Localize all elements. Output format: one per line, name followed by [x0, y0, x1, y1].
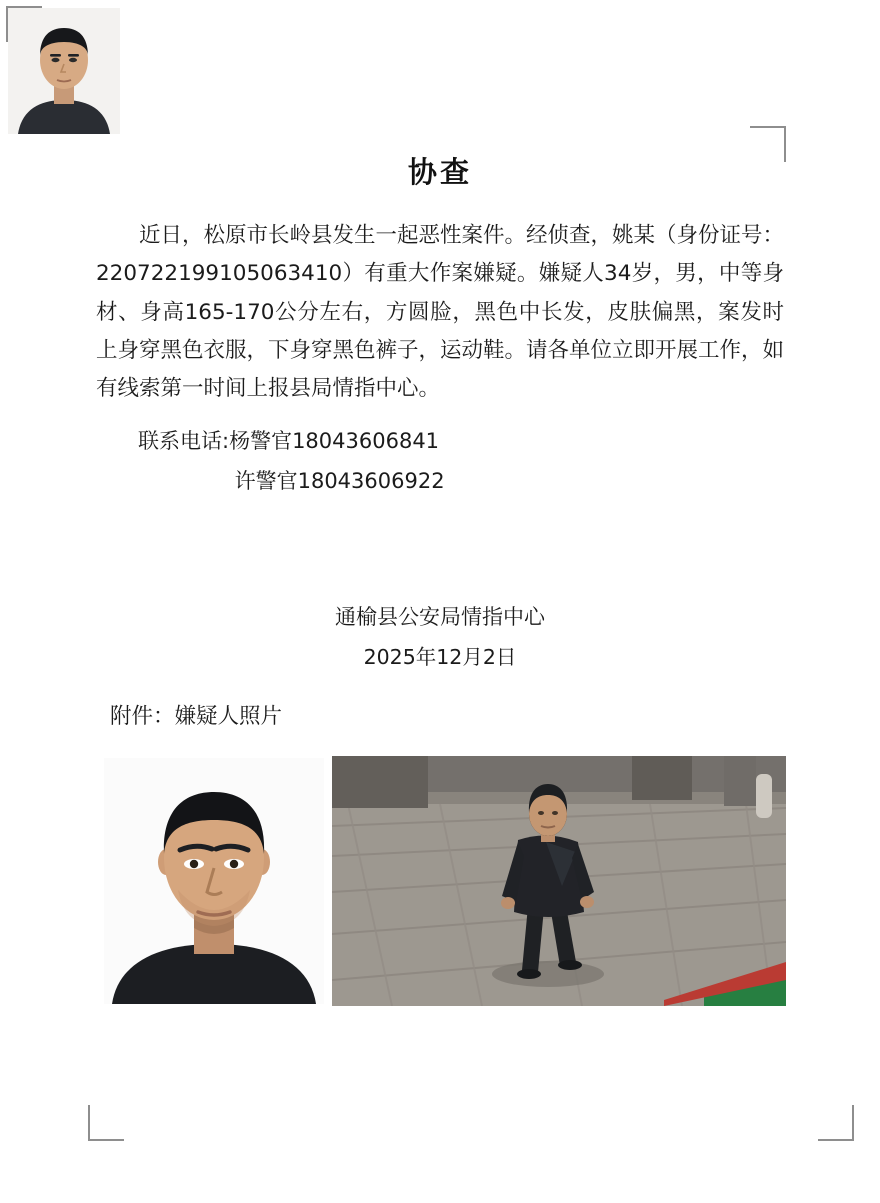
suspect-portrait-photo — [104, 758, 324, 1004]
document-content — [0, 140, 880, 730]
notice-body — [96, 217, 784, 408]
contact-line-secondary: 许警官18043606922 — [234, 469, 445, 494]
signature-organization: 通榆县公安局情指中心 — [335, 605, 545, 630]
page-title: 协查 — [407, 155, 472, 189]
signature-date: 2025年12月2日 — [363, 645, 517, 669]
contact-block — [96, 422, 784, 502]
signature-block — [0, 598, 880, 677]
notice-body-text: 近日，松原市长岭县发生一起恶性案件。经侦查，姚某（身份证号：220722199105063410）有重大作案嫌疑。嫌疑人34岁，男，中等身材、身高165-170公分左右，方圆脸，黑色中长发，皮肤偏黑，案发时上身穿黑色衣服，下身穿黑色裤子，运动鞋。请各单位立即开展工作，如有线索第一时间上报县局情指中心。 — [96, 223, 785, 402]
attachment-photo-row — [0, 750, 880, 1008]
contact-line-primary: 联系电话:杨警官18043606841 — [138, 429, 440, 454]
crop-mark-bottom-right — [818, 1105, 854, 1141]
cctv-capture-photo — [332, 756, 786, 1006]
id-photo-thumbnail — [8, 8, 120, 134]
crop-mark-bottom-left — [88, 1105, 124, 1141]
attachment-label: 附件：嫌疑人照片 — [110, 703, 283, 729]
